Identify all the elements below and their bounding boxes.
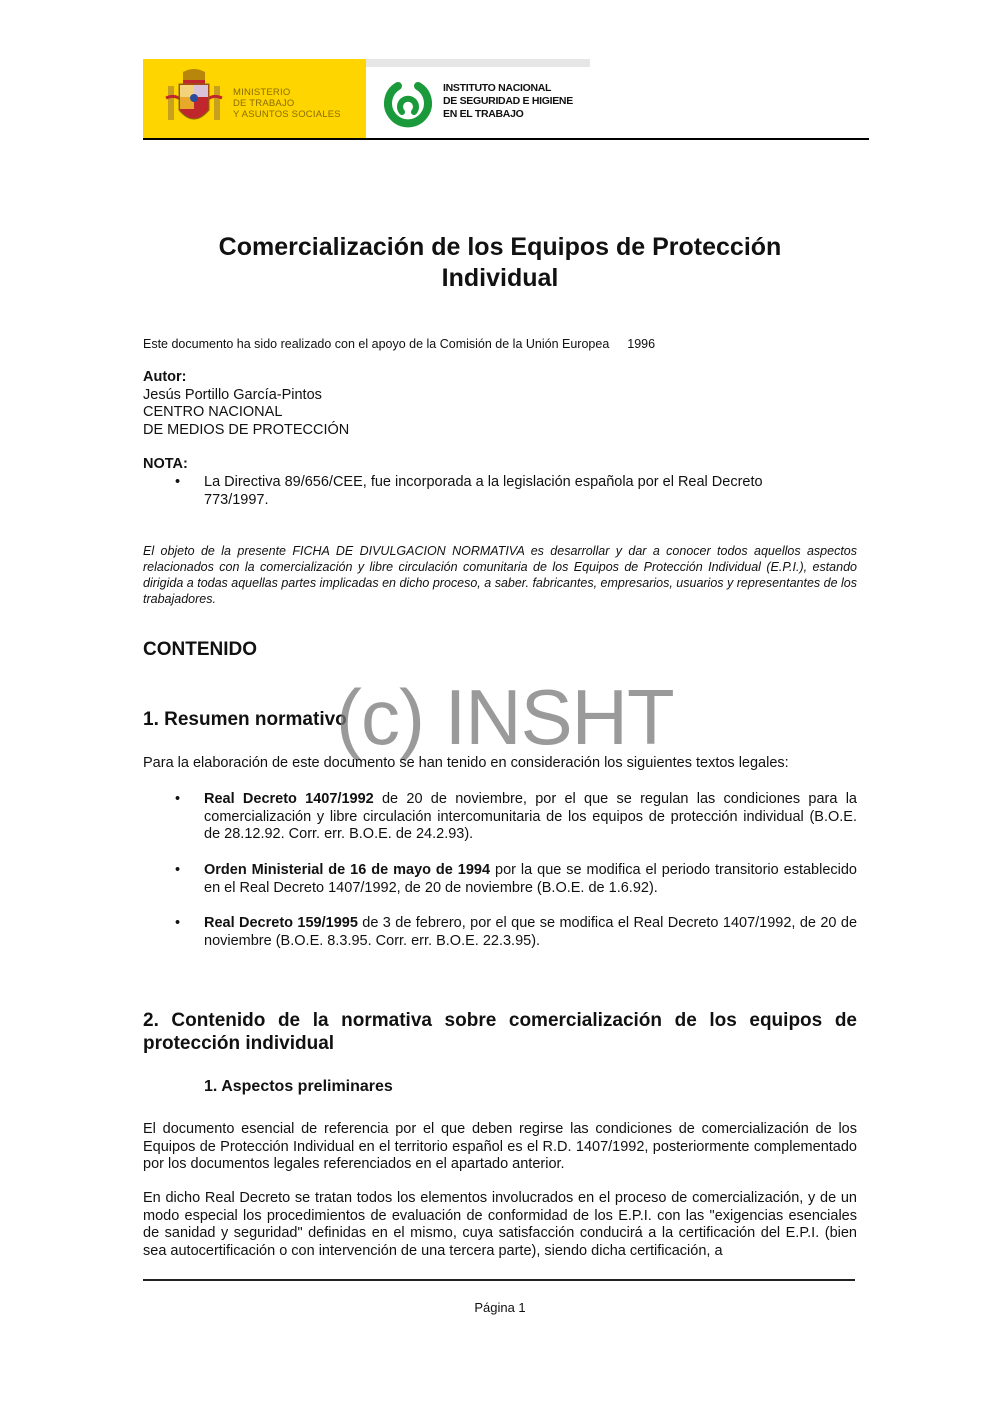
author-block (143, 369, 349, 439)
body-paragraph: El documento esencial de referencia por el que deben regirse las condiciones de comercialización de los Equipos de Protección Individual en el territorio español es el R.D. 1407/1992, posteriormente complementado por los documentos legales referenciados en el apartado anterior. (143, 1121, 857, 1172)
section1-heading: 1. Resumen normativo (143, 709, 347, 730)
body-paragraph: En dicho Real Decreto se tratan todos los elementos involucrados en el proceso de comercialización, y de un modo especial los procedimientos de evaluación de conformidad de los E.P.I. con las "exigencias esenciales de sanidad y seguridad" definidas en el mismo, cuya satisfacción conducirá a la certificación del E.P.I. (bien sea autocertificación o con intervención de una tercera parte), siendo dicha certificación, a (143, 1190, 857, 1259)
section1-lead: Para la elaboración de este documento se han tenido en consideración los siguientes textos legales: (143, 755, 789, 771)
bullet-icon: • (175, 862, 181, 878)
ministry-name: MINISTERIO DE TRABAJO Y ASUNTOS SOCIALES (233, 87, 341, 120)
insht-logo-icon (382, 78, 434, 130)
watermark: (c) INSHT (336, 673, 674, 761)
legal-text-item: • Orden Ministerial de 16 de mayo de 1994 por la que se modifica el periodo transitorio establecido en el Real Decreto 1407/1992, de 20 de noviembre (B.O.E. de 1.6.92). (175, 862, 857, 896)
bullet-icon: • (175, 474, 181, 490)
page-number: Página 1 (474, 1300, 526, 1315)
footer-divider (143, 1279, 855, 1281)
section2-heading: 2. Contenido de la normativa sobre comercialización de los equipos de protección individual (143, 1010, 857, 1054)
support-statement: Este documento ha sido realizado con el apoyo de la Comisión de la Unión Europea 1996 (143, 337, 656, 351)
nota-list-item: • La Directiva 89/656/CEE, fue incorporada a la legislación española por el Real Decreto 773/1997. (175, 474, 763, 508)
legal-text-item: • Real Decreto 1407/1992 de 20 de noviembre, por el que se regulan las condiciones para la comercialización y libre circulación intercomunitaria de los equipos de protección individual (B.O.E. de 28.12.92. Corr. err. B.O.E. de 24.2.93). (175, 791, 857, 842)
author-org-line2: DE MEDIOS DE PROTECCIÓN (143, 421, 350, 438)
bullet-icon: • (175, 915, 181, 931)
coat-of-arms-icon (165, 68, 223, 130)
header-grey-bar (366, 59, 590, 67)
header-divider (143, 138, 869, 140)
author-label: Autor: (143, 369, 187, 385)
document-title: Comercialización de los Equipos de Protección Individual (218, 233, 782, 292)
intro-paragraph: El objeto de la presente FICHA DE DIVULGACION NORMATIVA es desarrollar y dar a conocer todos aquellos aspectos relacionados con la comercialización y libre circulación comunitaria de los Equipos de Protección Individual (E.P.I.), estando dirigida a todas aquellas partes implicadas en dicho proceso, a saber. fabricantes, empresarios, usuarios y representantes de los trabajadores. (143, 544, 857, 606)
nota-label-block (143, 456, 188, 474)
section2-subheading: 1. Aspectos preliminares (204, 1078, 393, 1095)
nota-label: NOTA: (143, 456, 188, 472)
contenido-heading: CONTENIDO (143, 639, 257, 660)
support-year: 1996 (627, 337, 656, 351)
institute-name: INSTITUTO NACIONAL DE SEGURIDAD E HIGIENE EN EL TRABAJO (443, 82, 573, 120)
legal-text-item: • Real Decreto 159/1995 de 3 de febrero, por el que se modifica el Real Decreto 1407/1992, de 20 de noviembre (B.O.E. 8.3.95. Corr. err. B.O.E. 22.3.95). (175, 915, 858, 949)
author-org-line1: CENTRO NACIONAL (143, 404, 283, 420)
author-name: Jesús Portillo García-Pintos (143, 386, 322, 403)
bullet-icon: • (175, 791, 181, 807)
